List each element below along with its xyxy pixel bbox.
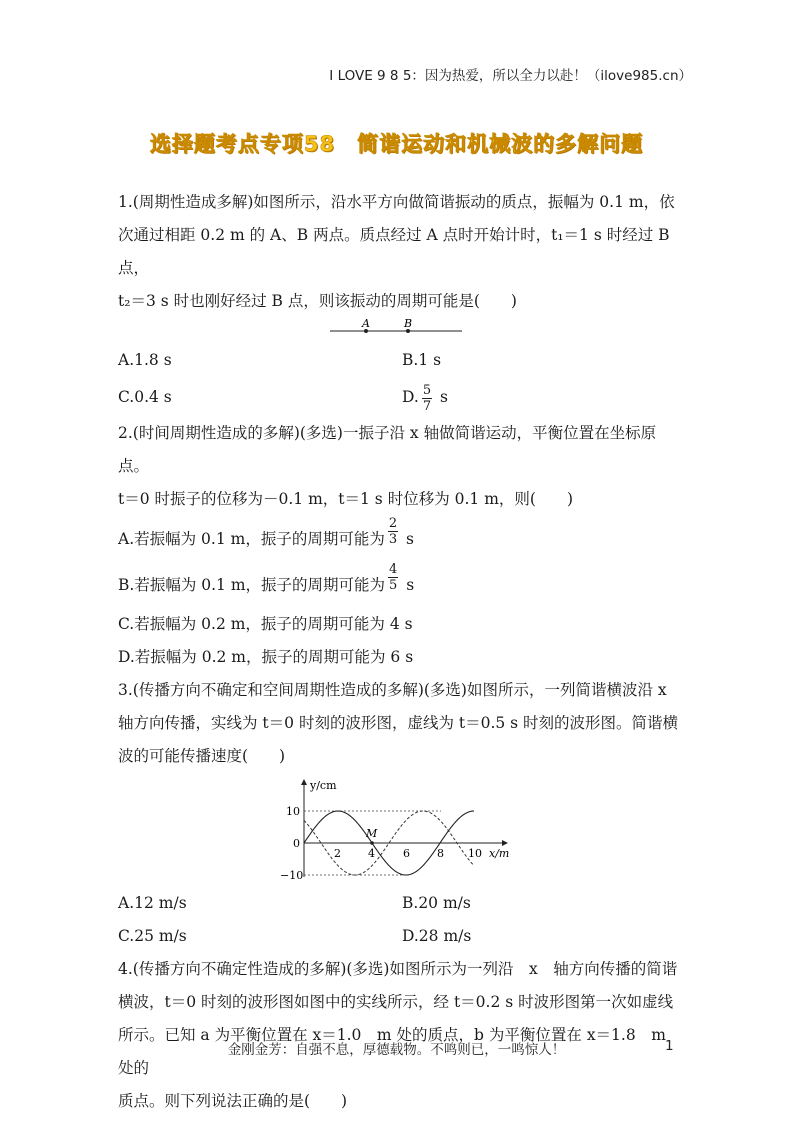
q3-option-d: D.28 m/s xyxy=(402,927,472,945)
question-1 xyxy=(118,186,686,417)
y-tick-minus-10: −10 xyxy=(280,869,304,882)
q1-option-d-prefix: D. xyxy=(402,388,419,406)
point-m-label: M xyxy=(366,827,378,840)
y-tick-0: 0 xyxy=(293,837,300,850)
point-m-dot xyxy=(370,841,374,845)
fraction-denominator: 7 xyxy=(422,398,432,414)
fraction-denominator: 3 xyxy=(388,532,398,547)
q3-options-row-2 xyxy=(118,920,686,953)
q4-line-3: 所示。已知 a 为平衡位置在 x＝1.0 m 处的质点，b 为平衡位置在 x＝1.8 m 处的 xyxy=(118,1026,666,1077)
q1-line-1: 1.(周期性造成多解)如图所示，沿水平方向做简谐振动的质点，振幅为 0.1 m，依 xyxy=(118,193,675,211)
q2-option-a xyxy=(118,516,686,562)
point-a-label: A xyxy=(362,318,370,330)
q3-wave-figure xyxy=(118,777,686,885)
q2-option-b xyxy=(118,562,686,608)
x-tick-10: 10 xyxy=(468,847,482,860)
q1-option-b: B.1 s xyxy=(402,351,442,369)
q1-option-a: A.1.8 s xyxy=(118,351,172,369)
q3-option-a: A.12 m/s xyxy=(118,894,187,912)
q2-option-a-text: A.若振幅为 0.1 m，振子的周期可能为 xyxy=(118,530,385,548)
q2-option-a-unit: s xyxy=(406,530,415,548)
y-tick-10: 10 xyxy=(286,805,300,818)
q3-line-1: 3.(传播方向不确定和空间周期性造成的多解)(多选)如图所示，一列简谐横波沿 x xyxy=(118,681,667,699)
q2-option-b-unit: s xyxy=(406,576,415,594)
q2-line-1: 2.(时间周期性造成的多解)(多选)一振子沿 x 轴做简谐运动，平衡位置在坐标原点。 xyxy=(118,424,657,475)
y-axis-label: y/cm xyxy=(310,779,337,792)
q3-option-b: B.20 m/s xyxy=(402,894,471,912)
q1-ab-figure xyxy=(118,318,686,340)
page-title: 选择题考点专项58 简谐运动和机械波的多解问题 xyxy=(149,132,644,156)
q2-line-2: t＝0 时振子的位移为－0.1 m，t＝1 s 时位移为 0.1 m，则( ) xyxy=(118,490,573,508)
fraction-numerator: 5 xyxy=(422,382,432,398)
q1-option-c: C.0.4 s xyxy=(118,388,172,406)
fraction-numerator: 2 xyxy=(388,516,398,531)
q4-line-2: 横波，t＝0 时刻的波形图如图中的实线所示，经 t＝0.2 s 时波形图第一次如虚线 xyxy=(118,993,674,1011)
x-tick-6: 6 xyxy=(403,847,410,860)
q2-option-a-fraction xyxy=(388,516,398,562)
q2-option-b-fraction xyxy=(388,562,398,608)
y-axis-arrow xyxy=(301,779,307,785)
question-4 xyxy=(118,953,686,1118)
q3-option-c: C.25 m/s xyxy=(118,927,187,945)
x-axis-label: x/m xyxy=(489,847,510,860)
footer-motto: 金刚金芳：自强不息，厚德载物。不鸣则已，一鸣惊人！ xyxy=(227,1042,566,1058)
q2-option-d: D.若振幅为 0.2 m，振子的周期可能为 6 s xyxy=(118,648,414,666)
q1-option-d xyxy=(402,377,686,417)
q1-options-row-2 xyxy=(118,377,686,417)
page-header: I LOVE 9 8 5：因为热爱，所以全力以赴！（ilove985.cn） xyxy=(329,68,692,84)
fraction-numerator: 4 xyxy=(389,562,398,577)
q3-line-3: 波的可能传播速度( ) xyxy=(118,747,286,765)
page-number: 1 xyxy=(665,1038,674,1054)
x-axis-arrow xyxy=(502,840,508,846)
fraction-denominator: 5 xyxy=(389,578,398,593)
x-tick-8: 8 xyxy=(437,847,444,860)
q1-line-3: t₂＝3 s 时也刚好经过 B 点，则该振动的周期可能是( ) xyxy=(118,292,517,310)
q1-line-2: 次通过相距 0.2 m 的 A、B 两点。质点经过 A 点时开始计时，t₁＝1 s 时经过 B 点， xyxy=(118,226,670,277)
q3-options-row-1 xyxy=(118,887,686,920)
question-list xyxy=(118,186,686,1118)
q4-line-1: 4.(传播方向不确定性造成的多解)(多选)如图所示为一列沿 x 轴方向传播的简谐 xyxy=(118,960,678,978)
q1-ab-diagram xyxy=(118,318,686,340)
q1-option-d-unit: s xyxy=(440,388,448,406)
question-3 xyxy=(118,674,686,953)
q4-line-4: 质点。则下列说法正确的是( ) xyxy=(118,1092,348,1110)
q1-options-row-1 xyxy=(118,344,686,377)
q3-line-2: 轴方向传播，实线为 t＝0 时刻的波形图，虚线为 t＝0.5 s 时刻的波形图。简谐横 xyxy=(118,714,679,732)
x-tick-2: 2 xyxy=(334,847,341,860)
q2-option-b-text: B.若振幅为 0.1 m，振子的周期可能为 xyxy=(118,576,386,594)
question-2 xyxy=(118,417,686,674)
q1-option-d-fraction xyxy=(422,383,432,414)
x-tick-4: 4 xyxy=(368,847,375,860)
point-b-label: B xyxy=(404,318,413,330)
q2-option-c: C.若振幅为 0.2 m，振子的周期可能为 4 s xyxy=(118,615,413,633)
q3-wave-chart xyxy=(118,777,686,885)
